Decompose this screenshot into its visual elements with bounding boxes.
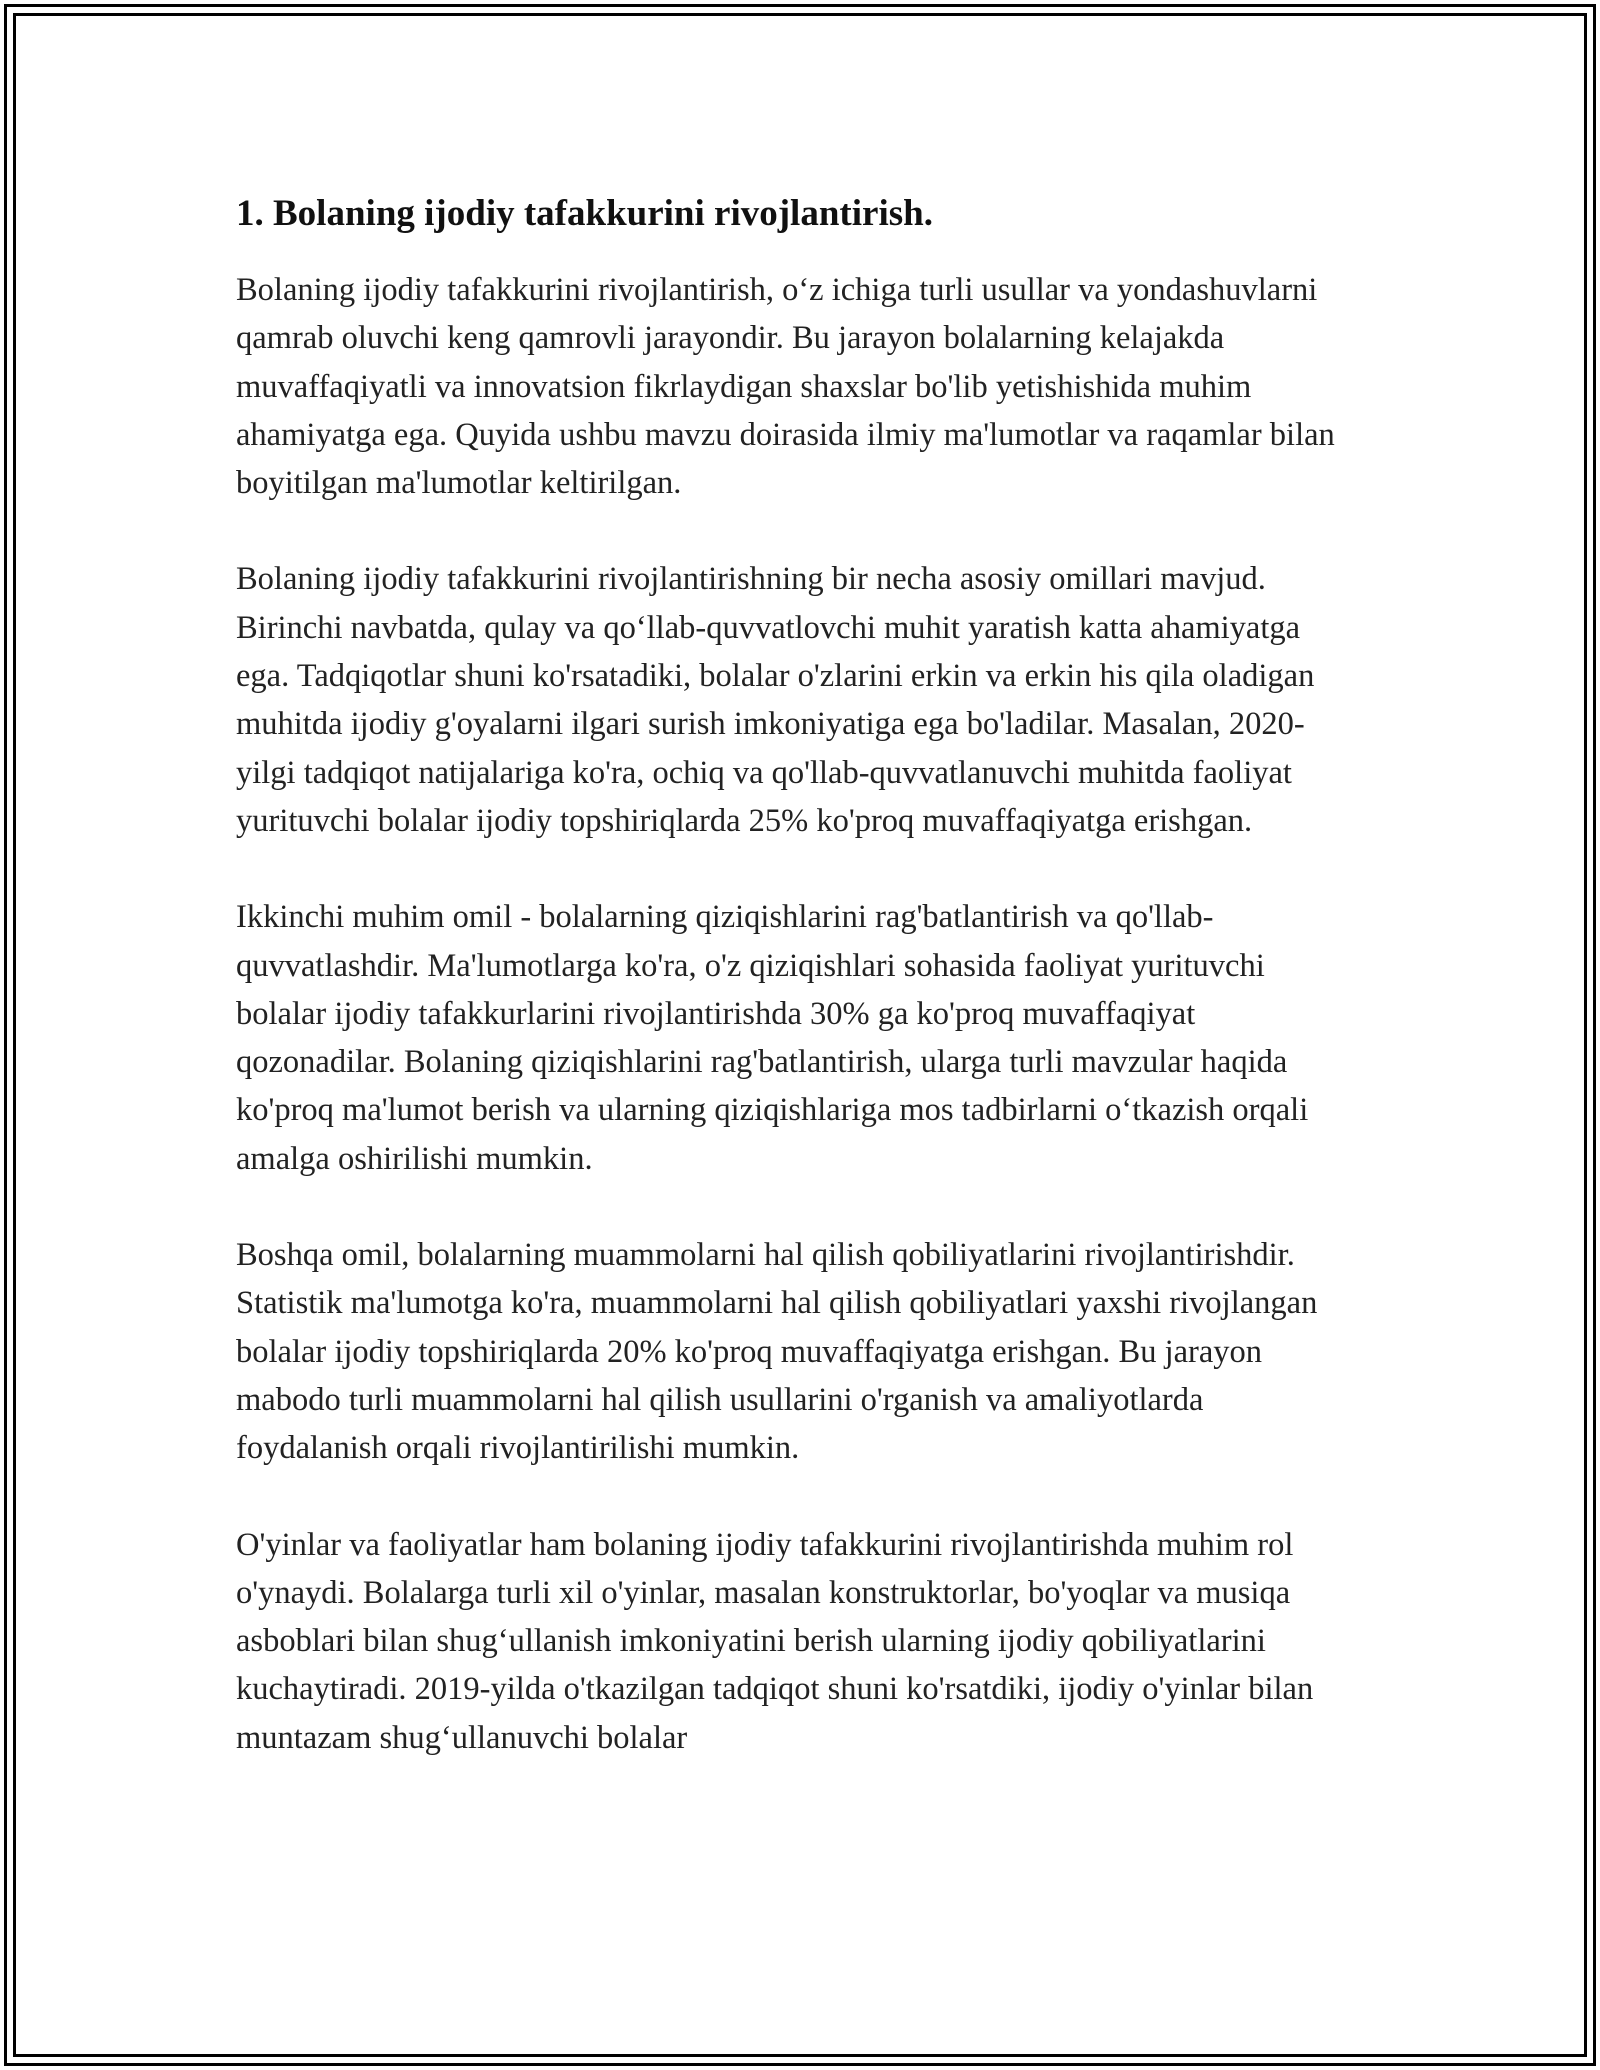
section-heading: 1. Bolaning ijodiy tafakkurini rivojlantirish. [236,193,933,234]
paragraph-problem-solving: Boshqa omil, bolalarning muammolarni hal qilish qobiliyatlarini rivojlantirishdir. Statistik ma'lumotga ko'ra, muammolarni hal qilish qobiliyatlari yaxshi rivojlangan bolalar ijodiy topshiriqlarda 20% ko'proq muvaffaqiyatga erishgan. Bu jarayon mabodo turli muammolarni hal qilish usullarini o'rganish va amaliyotlarda foydalanish orqali rivojlantirilishi mumkin. [236,1237,1318,1467]
paragraph-intro: Bolaning ijodiy tafakkurini rivojlantirish, o‘z ichiga turli usullar va yondashuvlarni qamrab oluvchi keng qamrovli jarayondir. Bu jarayon bolalarning kelajakda muvaffaqiyatli va innovatsion fikrlaydigan shaxslar bo'lib yetishishida muhim ahamiyatga ega. Quyida ushbu mavzu doirasida ilmiy ma'lumotlar va raqamlar bilan boyitilgan ma'lumotlar keltirilgan. [236,272,1335,502]
document-body [236,190,1356,1810]
paragraph-interests: Ikkinchi muhim omil - bolalarning qiziqishlarini rag'batlantirish va qo'llab-quvvatlashdir. Ma'lumotlarga ko'ra, o'z qiziqishlari sohasida faoliyat yurituvchi bolalar ijodiy tafakkurlarini rivojlantirishda 30% ga ko'proq muvaffaqiyat qozonadilar. Bolaning qiziqishlarini rag'batlantirish, ularga turli mavzular haqida ko'proq ma'lumot berish va ularning qiziqishlariga mos tadbirlarni o‘tkazish orqali amalga oshirilishi mumkin. [236,899,1309,1177]
paragraph-games: O'yinlar va faoliyatlar ham bolaning ijodiy tafakkurini rivojlantirishda muhim rol o'ynaydi. Bolalarga turli xil o'yinlar, masalan konstruktorlar, bo'yoqlar va musiqa asboblari bilan shug‘ullanish imkoniyatini berish ularning ijodiy qobiliyatlarini kuchaytiradi. 2019-yilda o'tkazilgan tadqiqot shuni ko'rsatdiki, ijodiy o'yinlar bilan muntazam shug‘ullanuvchi bolalar [236,1526,1314,1756]
paragraph-environment: Bolaning ijodiy tafakkurini rivojlantirishning bir necha asosiy omillari mavjud. Birinchi navbatda, qulay va qo‘llab-quvvatlovchi muhit yaratish katta ahamiyatga ega. Tadqiqotlar shuni ko'rsatadiki, bolalar o'zlarini erkin va erkin his qila oladigan muhitda ijodiy g'oyalarni ilgari surish imkoniyatiga ega bo'ladilar. Masalan, 2020-yilgi tadqiqot natijalariga ko'ra, ochiq va qo'llab-quvvatlanuvchi muhitda faoliyat yurituvchi bolalar ijodiy topshiriqlarda 25% ko'proq muvaffaqiyatga erishgan. [236,561,1315,839]
